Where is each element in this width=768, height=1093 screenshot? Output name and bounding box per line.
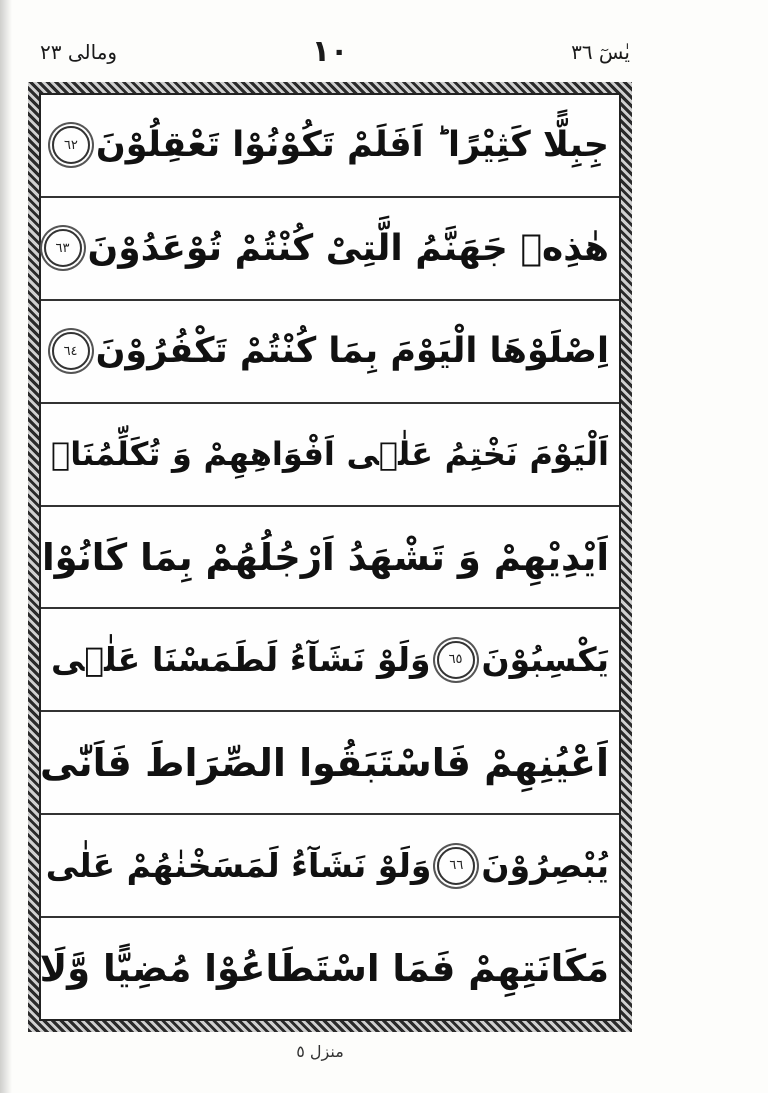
page-number: ١٠ xyxy=(311,34,349,69)
manzil-footer: منزل ٥ xyxy=(296,1042,344,1061)
page-edge-shadow xyxy=(0,0,12,1093)
verse-text: یُبْصِرُوْنَ xyxy=(481,846,609,886)
text-line xyxy=(41,95,619,198)
page-header xyxy=(30,34,630,80)
verse-text: اَلْیَوْمَ نَخْتِمُ عَلٰۤى اَفْوَاهِهِمْ وَ تُكَلِّمُنَاۤ xyxy=(51,435,609,474)
ayah-number-marker: ٦٣ xyxy=(44,229,82,267)
verse-text: وَلَوْ نَشَآءُ لَطَمَسْنَا عَلٰۤى xyxy=(50,640,431,680)
ayah-number-marker: ٦٦ xyxy=(437,847,475,885)
text-line xyxy=(41,712,619,815)
text-line xyxy=(41,609,619,712)
verse-text: جِبِلًّا كَثِيْرًا ؕ اَفَلَمْ تَكُوْنُوْا تَعْقِلُوْنَ xyxy=(95,125,609,166)
text-line xyxy=(41,198,619,301)
verse-text: اَعْیُنِهِمْ فَاسْتَبَقُوا الصِّرَاطَ فَاَنّٰى xyxy=(39,740,609,785)
ayah-number-marker: ٦٢ xyxy=(52,126,90,164)
ayah-number-marker: ٦٤ xyxy=(52,332,90,370)
verse-text: مَكَانَتِهِمْ فَمَا اسْتَطَاعُوْا مُضِیًّا وَّلَا xyxy=(39,947,609,991)
decorative-border-frame xyxy=(28,82,632,1032)
text-lines-container xyxy=(39,93,621,1021)
verse-text: هٰذِهٖ جَهَنَّمُ الَّتِیْ كُنْتُمْ تُوْعَدُوْنَ xyxy=(87,227,609,269)
verse-text: وَلَوْ نَشَآءُ لَمَسَخْنٰهُمْ عَلٰى xyxy=(45,846,432,886)
verse-text: یَكْسِبُوْنَ xyxy=(481,640,609,680)
para-label: ومالى ٢٣ xyxy=(40,40,118,64)
verse-text: اَیْدِیْهِمْ وَ تَشْهَدُ اَرْجُلُهُمْ بِمَا كَانُوْا xyxy=(42,535,609,579)
text-line xyxy=(41,507,619,610)
text-line xyxy=(41,301,619,404)
text-line xyxy=(41,815,619,918)
ayah-number-marker: ٦٥ xyxy=(437,641,475,679)
surah-name-label: يٰسٓ ٣٦ xyxy=(571,40,630,64)
text-line xyxy=(41,918,619,1019)
text-line xyxy=(41,404,619,507)
verse-text: اِصْلَوْهَا الْیَوْمَ بِمَا كُنْتُمْ تَكْفُرُوْنَ xyxy=(95,331,609,372)
